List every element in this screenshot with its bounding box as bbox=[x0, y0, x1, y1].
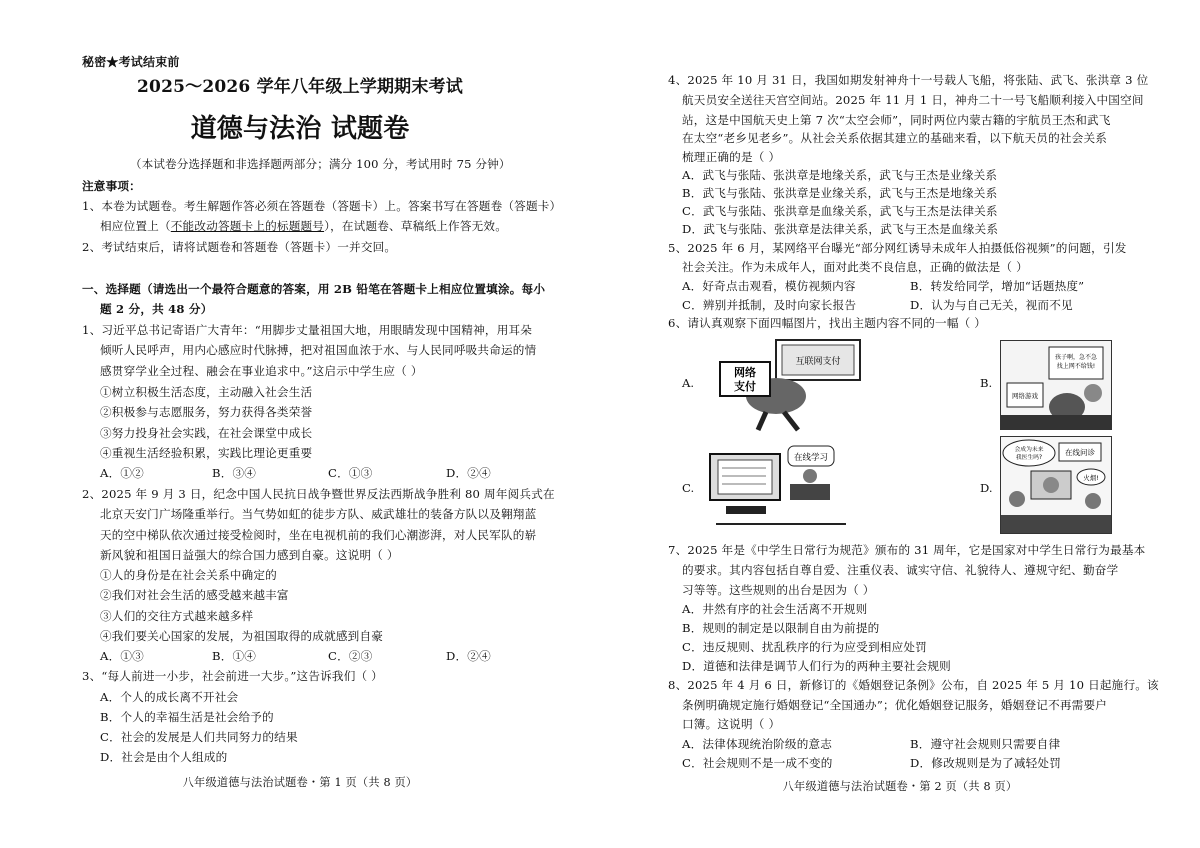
q8-option-a: A．法律体现统治阶级的意志 bbox=[682, 737, 833, 751]
q1-option-b: B．③④ bbox=[212, 466, 257, 480]
q6-picture-b bbox=[1000, 340, 1112, 430]
q8-option-c: C．社会规则不是一成不变的 bbox=[682, 756, 833, 770]
notice-underlined-text: 不能改动答题卡上的标题题号 bbox=[170, 219, 325, 233]
q6-label-a: A. bbox=[682, 376, 695, 390]
q2-option-b: B．①④ bbox=[212, 649, 257, 663]
subject-title: 道德与法治 试题卷 bbox=[190, 114, 410, 144]
q5-stem-line-2: 社会关注。作为未成年人，面对此类不良信息，正确的做法是（ ） bbox=[682, 260, 1028, 274]
q4-stem-line-1: 4、2025 年 10 月 31 日，我国如期发射神舟十一号载人飞船，将张陆、武飞、张洪章 3 位 bbox=[668, 73, 1149, 87]
q8-stem-line-2: 条例明确规定施行婚姻登记“全国通办”；优化婚姻登记服务，婚姻登记不再需要户 bbox=[682, 698, 1108, 712]
q3-option-d: D．社会是由个人组成的 bbox=[100, 750, 228, 764]
q3-option-a: A．个人的成长离不开社会 bbox=[100, 690, 239, 704]
right-page bbox=[600, 0, 1200, 848]
q1-statement-4: ④重视生活经验积累，实践比理论更重要 bbox=[100, 446, 313, 460]
exam-title: 2025～2026 学年八年级上学期期末考试 bbox=[137, 77, 463, 97]
q8-stem-line-3: 口簿。这说明（ ） bbox=[682, 717, 781, 731]
picture-a-screen-text: 互联网支付 bbox=[795, 357, 841, 367]
q5-stem-line-1: 5、2025 年 6 月，某网络平台曝光“部分网红诱导未成年人拍摄低俗视频”的问题，引发 bbox=[668, 241, 1127, 255]
q1-statement-3: ③努力投身社会实践，在社会课堂中成长 bbox=[100, 426, 313, 440]
exam-note: （本试卷分选择题和非选择题两部分；满分 100 分，考试用时 75 分钟） bbox=[130, 157, 511, 171]
q4-stem-line-3: 站，这是中国航天史上第 7 次“太空会师”，同时两位内蒙古籍的宇航员王杰和武飞 bbox=[682, 113, 1111, 127]
q5-option-c: C．辨别并抵制，及时向家长报告 bbox=[682, 298, 857, 312]
svg-text:会成为未来: 会成为未来 bbox=[1014, 447, 1044, 453]
svg-text:网络游戏: 网络游戏 bbox=[1012, 392, 1038, 400]
q2-stem-line-4: 新风貌和祖国日益强大的综合国力感到自豪。这说明（ ） bbox=[100, 548, 399, 562]
q4-stem-line-5: 梳理正确的是（ ） bbox=[682, 150, 781, 164]
q1-stem-line-2: 倾听人民呼声，用内心感应时代脉搏，把对祖国血浓于水、与人民同呼吸共命运的情 bbox=[100, 343, 537, 357]
q8-option-d: D．修改规则是为了减轻处罚 bbox=[910, 756, 1062, 770]
q5-option-d: D．认为与自己无关，视而不见 bbox=[910, 298, 1073, 312]
q6-picture-c bbox=[706, 440, 856, 528]
page-footer-right: 八年级道德与法治试题卷・第 2 页（共 8 页） bbox=[782, 780, 1018, 793]
q2-stem-line-2: 北京天安门广场隆重举行。当气势如虹的徒步方队、威武雄壮的装备方队以及翱翔蓝 bbox=[100, 507, 537, 521]
svg-text:我医生吗?: 我医生吗? bbox=[1015, 455, 1043, 461]
confidential-mark: 秘密★考试结束前 bbox=[82, 55, 180, 69]
svg-text:火烟!: 火烟! bbox=[1083, 474, 1099, 482]
notice-heading: 注意事项： bbox=[82, 179, 141, 193]
svg-text:找上网不给钱!: 找上网不给钱! bbox=[1056, 363, 1096, 370]
q6-stem: 6、请认真观察下面四幅图片，找出主题内容不同的一幅（ ） bbox=[668, 316, 987, 330]
q6-picture-d bbox=[1000, 436, 1112, 534]
q3-option-b: B．个人的幸福生活是社会给予的 bbox=[100, 710, 274, 724]
q1-statement-1: ①树立积极生活态度，主动融入社会生活 bbox=[100, 385, 313, 399]
q2-option-d: D．②④ bbox=[446, 649, 491, 663]
q1-stem-line-1: 1、习近平总书记寄语广大青年：“用脚步丈量祖国大地，用眼睛发现中国精神，用耳朵 bbox=[82, 323, 533, 337]
q2-statement-2: ②我们对社会生活的感受越来越丰富 bbox=[100, 588, 289, 602]
q3-stem: 3、“每人前进一小步，社会前进一大步。”这告诉我们（ ） bbox=[82, 669, 383, 683]
q2-option-a: A．①③ bbox=[100, 649, 144, 663]
q3-option-c: C．社会的发展是人们共同努力的结果 bbox=[100, 730, 298, 744]
q7-option-a: A．井然有序的社会生活离不开规则 bbox=[682, 602, 868, 616]
q1-option-a: A．①② bbox=[100, 466, 144, 480]
q6-picture-a bbox=[706, 334, 868, 434]
section-1-heading-line-2: 题 2 分，共 48 分） bbox=[100, 302, 213, 316]
picture-a-sign-line-1: 网络 bbox=[734, 366, 756, 379]
q5-option-b: B．转发给同学，增加“话题热度” bbox=[910, 279, 1085, 293]
q7-option-c: C．违反规则、扰乱秩序的行为应受到相应处罚 bbox=[682, 640, 927, 654]
q8-stem-line-1: 8、2025 年 4 月 6 日，新修订的《婚姻登记条例》公布，自 2025 年 5 月 10 日起施行。该 bbox=[668, 678, 1159, 692]
q4-option-a: A．武飞与张陆、张洪章是地缘关系，武飞与王杰是业缘关系 bbox=[682, 168, 998, 182]
q2-stem-line-3: 天的空中梯队依次通过接受检阅时，坐在电视机前的我们心潮澎湃，对人民军队的崭 bbox=[100, 528, 537, 542]
picture-a-sign-line-2: 支付 bbox=[734, 380, 756, 393]
q1-stem-line-3: 感贯穿学业全过程、融会在事业追求中。”这启示中学生应（ ） bbox=[100, 364, 423, 378]
notice-1-line-2: 相应位置上（不能改动答题卡上的标题题号），在试题卷、草稿纸上作答无效。 bbox=[100, 219, 507, 233]
q6-label-c: C. bbox=[682, 481, 695, 495]
q4-option-c: C．武飞与张陆、张洪章是血缘关系，武飞与王杰是法律关系 bbox=[682, 204, 998, 218]
q7-stem-line-3: 习等等。这些规则的出台是因为（ ） bbox=[682, 583, 875, 597]
q2-statement-1: ①人的身份是在社会关系中确定的 bbox=[100, 568, 277, 582]
q4-option-b: B．武飞与张陆、张洪章是业缘关系，武飞与王杰是地缘关系 bbox=[682, 186, 998, 200]
svg-text:在线问诊: 在线问诊 bbox=[1065, 448, 1095, 457]
q2-stem-line-1: 2、2025 年 9 月 3 日，纪念中国人民抗日战争暨世界反法西斯战争胜利 80 周年阅兵式在 bbox=[82, 487, 555, 501]
q1-statement-2: ②积极参与志愿服务，努力获得各类荣誉 bbox=[100, 405, 313, 419]
q2-option-c: C．②③ bbox=[328, 649, 373, 663]
q7-option-b: B．规则的制定是以限制自由为前提的 bbox=[682, 621, 880, 635]
q5-option-a: A．好奇点击观看，模仿视频内容 bbox=[682, 279, 856, 293]
q6-label-d: D. bbox=[980, 481, 993, 495]
q4-option-d: D．武飞与张陆、张洪章是法律关系，武飞与王杰是血缘关系 bbox=[682, 222, 999, 236]
notice-1-line-1: 1、本卷为试题卷。考生解题作答必须在答题卷（答题卡）上。答案书写在答题卷（答题卡） bbox=[82, 199, 562, 213]
page-footer-left: 八年级道德与法治试题卷・第 1 页（共 8 页） bbox=[182, 776, 418, 789]
q8-option-b: B．遵守社会规则只需要自律 bbox=[910, 737, 1061, 751]
svg-text:孩子啊，急不急: 孩子啊，急不急 bbox=[1054, 354, 1098, 361]
q7-stem-line-1: 7、2025 年是《中学生日常行为规范》颁布的 31 周年，它是国家对中学生日常行为最基本 bbox=[668, 543, 1146, 557]
q2-statement-3: ③人们的交往方式越来越多样 bbox=[100, 609, 254, 623]
q2-statement-4: ④我们要关心国家的发展，为祖国取得的成就感到自豪 bbox=[100, 629, 384, 643]
notice-2: 2、考试结束后，请将试题卷和答题卷（答题卡）一并交回。 bbox=[82, 240, 397, 254]
q6-label-b: B. bbox=[980, 376, 993, 390]
section-1-heading-line-1: 一、选择题（请选出一个最符合题意的答案，用 2B 铅笔在答题卡上相应位置填涂。每小 bbox=[82, 282, 546, 296]
q7-option-d: D．道德和法律是调节人们行为的两种主要社会规则 bbox=[682, 659, 951, 673]
q4-stem-line-2: 航天员安全送往天宫空间站。2025 年 11 月 1 日，神舟二十一号飞船顺利接入中国空间 bbox=[682, 93, 1144, 107]
q4-stem-line-4: 在太空“老乡见老乡”。从社会关系依据其建立的基础来看，以下航天员的社会关系 bbox=[682, 131, 1108, 145]
q1-option-c: C．①③ bbox=[328, 466, 373, 480]
q7-stem-line-2: 的要求。其内容包括自尊自爱、注重仪表、诚实守信、礼貌待人、遵规守纪、勤奋学 bbox=[682, 563, 1119, 577]
svg-text:在线学习: 在线学习 bbox=[793, 453, 829, 463]
q1-option-d: D．②④ bbox=[446, 466, 491, 480]
